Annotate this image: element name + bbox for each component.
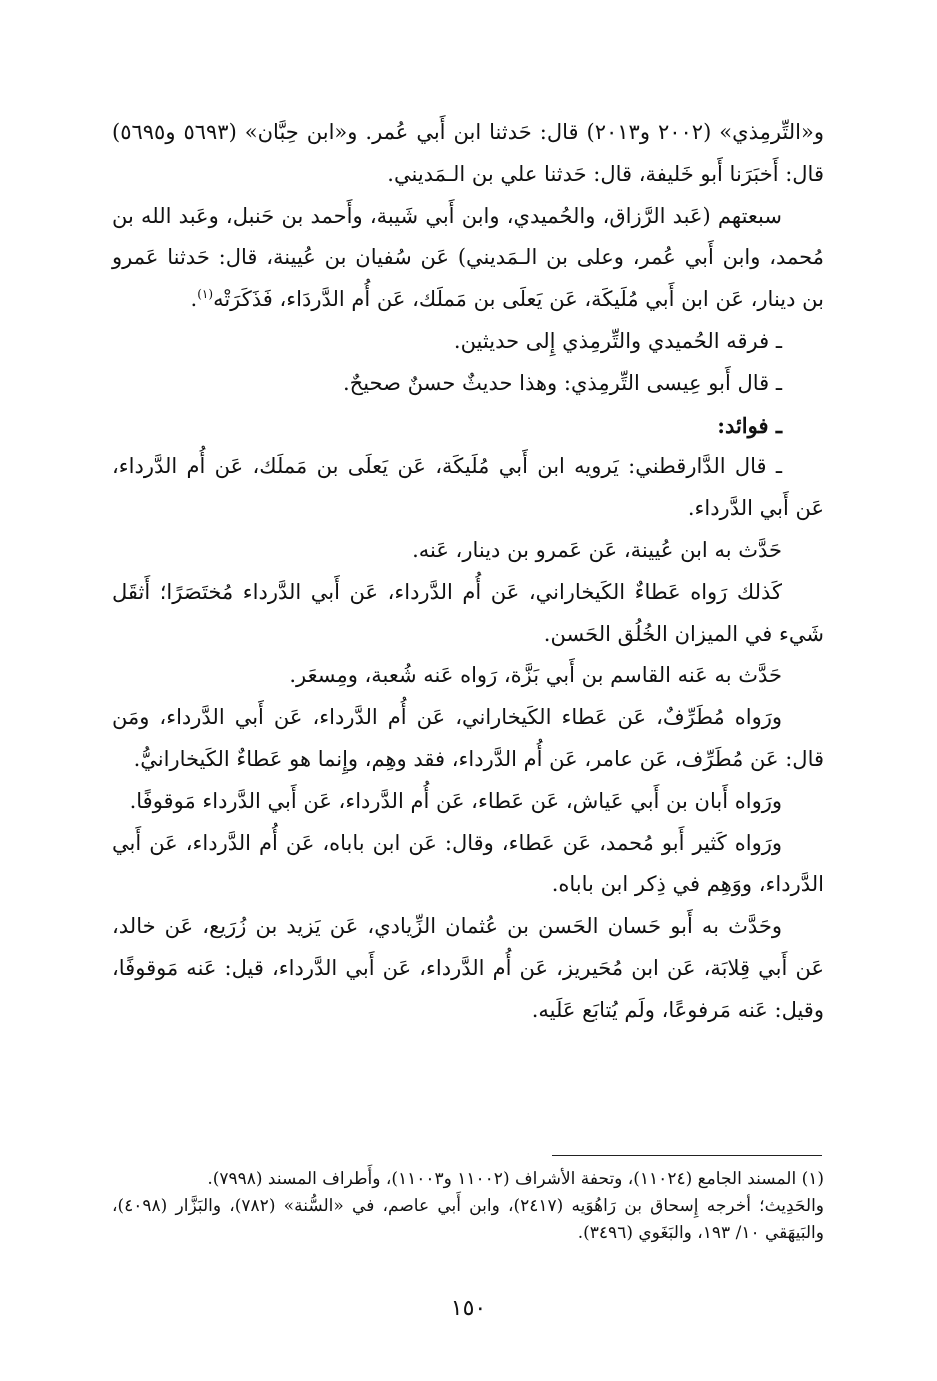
note-tirmidhi-grading: ـ قال أَبو عِيسى التِّرمِذي: وهذا حديثٌ حسنٌ صحيحٌ. — [342, 370, 782, 395]
paragraph-aban: ورَواه أَبان بن أَبي عَياش، عَن عَطاء، عَن أُم الدَّرداء، عَن أَبي الدَّرداء مَوقوفًا. — [129, 788, 782, 813]
footnote-1-sources: (١) المسند الجامع (١١٠٢٤)، وتحفة الأشراف (١١٠٠٢ و١١٠٠٣)، وأَطراف المسند (٧٩٩٨). — [207, 1169, 824, 1189]
paragraph-seven-narrators: سبعتهم (عَبد الرَّزاق، والحُميدي، وابن أَبي شَيبة، وأَحمد بن حَنبل، وعَبد الله بن مُحمد، وابن أَبي عُمر، وعلى بن الـمَديني) عَن سُفيان بن عُيينة، قال: حَدثنا عَمرو بن دينار، عَن ابن أَبي مُلَيكَة، عَن يَعلَى بن مَملَك، عَن أُم الدَّردَاء، فَذَكَرَتْه$^{(١)}$. — [112, 203, 824, 312]
paragraph-abu-hassan: وحَدَّث به أَبو حَسان الحَسن بن عُثمان الزِّيادي، عَن يَزيد بن زُرَيع، عَن خالد، عَن أَبي قِلابَة، عَن ابن مُحَيريز، عَن أُم الدَّرداء، عَن أَبي الدَّرداء، قيل: عَنه مَوقوفًا، وقيل: عَنه مَرفوعًا، ولَم يُتابَع عَلَيه. — [112, 914, 824, 1022]
paragraph-ata-kaykharani: كَذلك رَواه عَطاءٌ الكَيخاراني، عَن أُم الدَّرداء، عَن أَبي الدَّرداء مُختَصَرًا؛ أَثقَل شَيء في الميزان الخُلُق الحَسن. — [112, 579, 824, 646]
paragraph-seven-narrators-text: سبعتهم (عَبد الرَّزاق، والحُميدي، وابن أَبي شَيبة، وأَحمد بن حَنبل، وعَبد الله بن مُحمد، وابن أَبي عُمر، وعلى بن الـمَديني) عَن سُفيان بن عُيينة، قال: حَدثنا عَمرو بن دينار، عَن ابن أَبي مُلَيكَة، عَن يَعلَى بن مَملَك، عَن أُم الدَّردَاء، فَذَكَرَتْه — [112, 203, 824, 312]
paragraph-tirmidhi-ibn-hibban: و«التِّرمِذي» (٢٠٠٢ و٢٠١٣) قال: حَدثنا ابن أَبي عُمر. و«ابن حِبَّان» (٥٦٩٣ و٥٦٩٥) قال: أَخبَرَنا أَبو خَليفة، قال: حَدثنا علي بن الـمَديني. — [112, 120, 824, 186]
main-text — [112, 112, 824, 1032]
paragraph-mutarrif: ورَواه مُطَرِّفٌ، عَن عَطاء الكَيخاراني، عَن أُم الدَّرداء، عَن أَبي الدَّرداء، ومَن قال: عَن مُطَرِّف، عَن عامر، عَن أُم الدَّرداء، فقد وهِم، وإِنما هو عَطاءٌ الكَيخارانيُّ. — [112, 705, 824, 771]
section-heading-benefits: ـ فوائد: — [717, 412, 782, 438]
paragraph-ibn-uyayna: حَدَّث به ابن عُيينة، عَن عَمرو بن دينار، عَنه. — [412, 537, 782, 562]
note-humaydi-split: ـ فرقه الحُميدي والتِّرمِذي إِلى حديثين. — [453, 328, 782, 353]
footnotes — [112, 1166, 824, 1247]
page-number: ١٥٠ — [450, 1296, 487, 1321]
paragraph-qasim-bazza: حَدَّث به عَنه القاسم بن أَبي بَزَّة، رَواه عَنه شُعبة، ومِسعَر. — [289, 663, 782, 688]
footnote-divider — [552, 1155, 822, 1156]
footnote-reference[interactable]: (١) — [197, 287, 214, 302]
paragraph-kathir: ورَواه كَثير أَبو مُحمد، عَن عَطاء، وقال: عَن ابن باباه، عَن أُم الدَّرداء، عَن أَبي الدَّرداء، ووَهِم في ذِكر ابن باباه. — [112, 830, 824, 897]
paragraph-daraqutni: ـ قال الدَّارقطني: يَرويه ابن أَبي مُلَيكَة، عَن يَعلَى بن مَملَك، عَن أُم الدَّرداء، عَن أَبي الدَّرداء. — [112, 454, 824, 521]
footnote-1-takhrij: والحَدِيث؛ أخرجه إِسحاق بن رَاهُوَيه (٢٤١٧)، وابن أَبي عاصم، في «السُّنة» (٧٨٢)، والبَزَّار (٤٠٩٨)، والبَيهَقي ١٠/ ١٩٣، والبَغَوي (٣٤٩٦). — [112, 1196, 825, 1243]
